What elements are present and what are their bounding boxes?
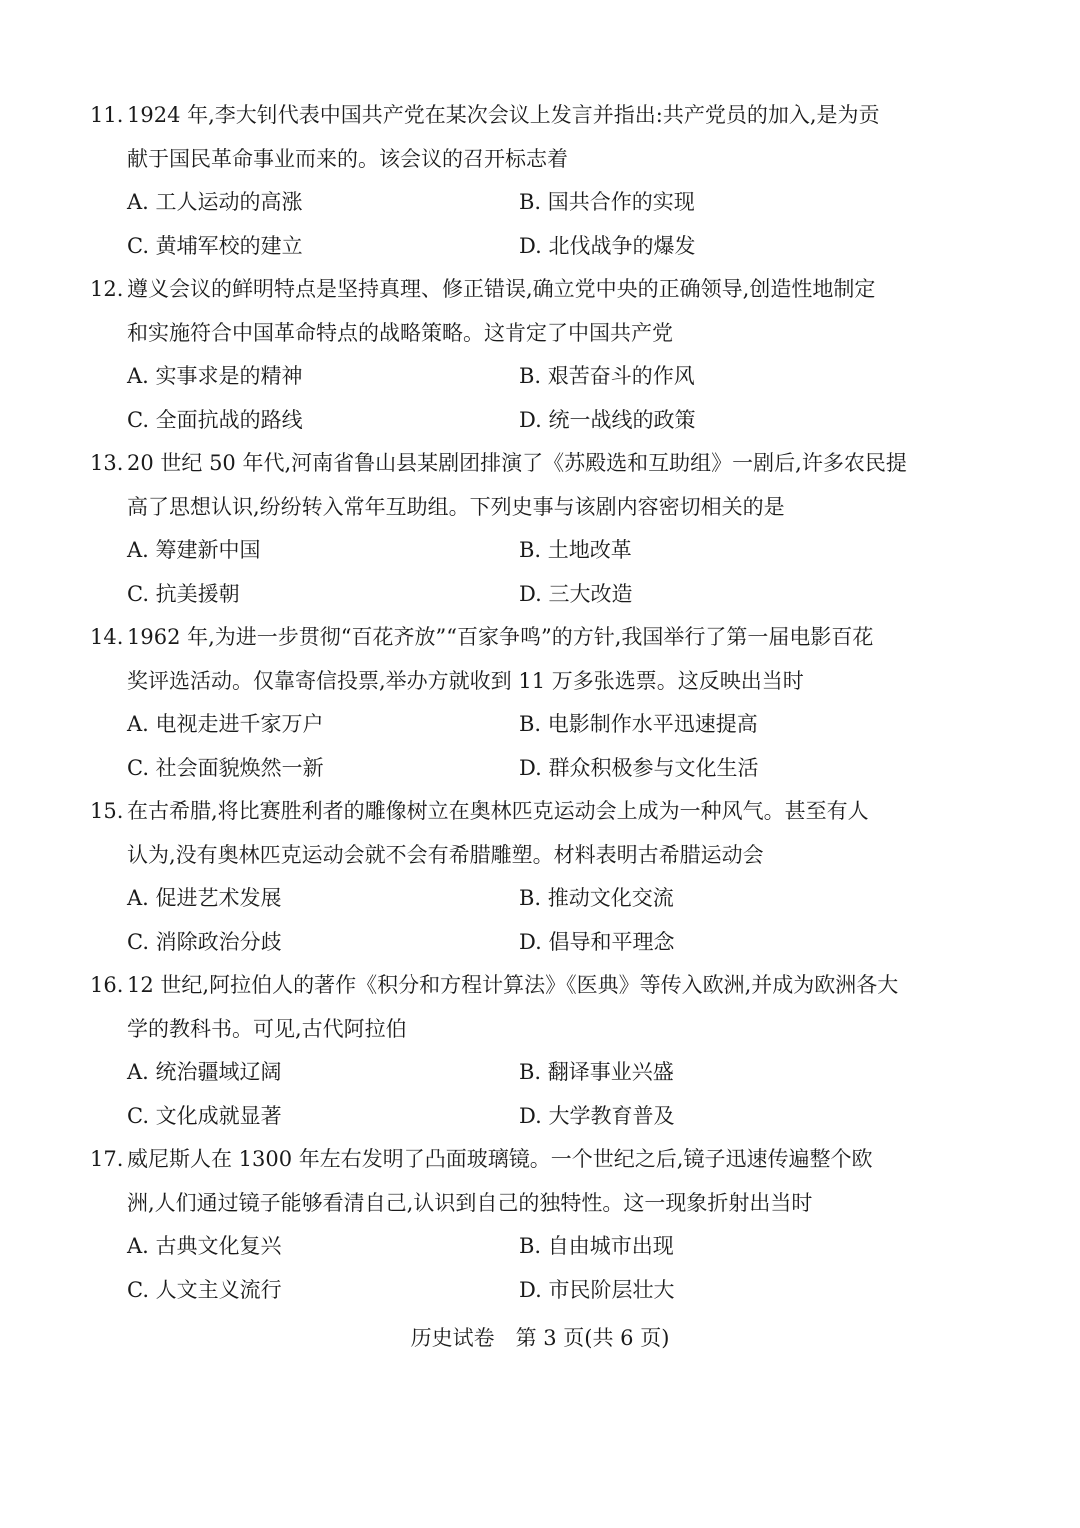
option-c[interactable]: C. 抗美援朝 — [127, 581, 240, 606]
question-stem-line: 奖评选活动。仅靠寄信投票,举办方就收到 11 万多张选票。这反映出当时 — [127, 668, 804, 693]
option-a[interactable]: A. 统治疆域辽阔 — [127, 1060, 282, 1084]
question-stem-line: 遵义会议的鲜明特点是坚持真理、修正错误,确立党中央的正确领导,创造性地制定 — [127, 277, 876, 301]
option-c[interactable]: C. 文化成就显著 — [127, 1103, 282, 1128]
option-a[interactable]: A. 筹建新中国 — [127, 538, 261, 562]
option-b[interactable]: B. 自由城市出现 — [519, 1234, 674, 1258]
option-a[interactable]: A. 促进艺术发展 — [127, 886, 282, 910]
page-footer: 历史试卷 第 3 页(共 6 页) — [410, 1326, 670, 1350]
question-stem-line: 学的教科书。可见,古代阿拉伯 — [127, 1016, 407, 1041]
question-number: 14. — [90, 625, 124, 649]
question-14 — [90, 616, 990, 790]
option-a[interactable]: A. 电视走进千家万户 — [127, 712, 324, 736]
option-d[interactable]: D. 群众积极参与文化生活 — [519, 755, 759, 780]
question-stem-line: 献于国民革命事业而来的。该会议的召开标志着 — [127, 146, 568, 171]
option-b[interactable]: B. 推动文化交流 — [519, 886, 674, 910]
option-b[interactable]: B. 电影制作水平迅速提高 — [519, 712, 758, 736]
question-13 — [90, 442, 990, 616]
question-number: 12. — [90, 277, 124, 301]
option-b[interactable]: B. 土地改革 — [519, 538, 632, 562]
question-number: 15. — [90, 799, 124, 823]
option-c[interactable]: C. 消除政治分歧 — [127, 929, 282, 954]
option-a[interactable]: A. 古典文化复兴 — [127, 1234, 282, 1258]
question-11 — [90, 94, 990, 268]
option-a[interactable]: A. 实事求是的精神 — [127, 364, 303, 388]
option-c[interactable]: C. 全面抗战的路线 — [127, 407, 303, 432]
question-number: 11. — [90, 103, 124, 127]
option-d[interactable]: D. 统一战线的政策 — [519, 407, 696, 432]
option-a[interactable]: A. 工人运动的高涨 — [127, 190, 303, 214]
question-stem-line: 威尼斯人在 1300 年左右发明了凸面玻璃镜。一个世纪之后,镜子迅速传遍整个欧 — [127, 1147, 873, 1171]
option-d[interactable]: D. 三大改造 — [519, 581, 633, 606]
question-stem-line: 在古希腊,将比赛胜利者的雕像树立在奥林匹克运动会上成为一种风气。甚至有人 — [127, 799, 869, 823]
question-17 — [90, 1138, 990, 1312]
option-c[interactable]: C. 黄埔军校的建立 — [127, 233, 303, 258]
option-c[interactable]: C. 社会面貌焕然一新 — [127, 755, 324, 780]
option-d[interactable]: D. 倡导和平理念 — [519, 929, 675, 954]
question-stem-line: 12 世纪,阿拉伯人的著作《积分和方程计算法》《医典》等传入欧洲,并成为欧洲各大 — [127, 973, 899, 997]
question-stem-line: 1924 年,李大钊代表中国共产党在某次会议上发言并指出:共产党员的加入,是为贡 — [127, 103, 880, 127]
question-12 — [90, 268, 990, 442]
question-number: 17. — [90, 1147, 124, 1171]
option-b[interactable]: B. 国共合作的实现 — [519, 190, 695, 214]
question-number: 16. — [90, 973, 124, 997]
option-b[interactable]: B. 艰苦奋斗的作风 — [519, 364, 695, 388]
question-stem-line: 20 世纪 50 年代,河南省鲁山县某剧团排演了《苏殿选和互助组》一剧后,许多农民提 — [127, 451, 907, 475]
option-d[interactable]: D. 市民阶层壮大 — [519, 1277, 675, 1302]
question-stem-line: 1962 年,为进一步贯彻“百花齐放”“百家争鸣”的方针,我国举行了第一届电影百花 — [127, 625, 874, 649]
option-d[interactable]: D. 北伐战争的爆发 — [519, 233, 696, 258]
question-stem-line: 和实施符合中国革命特点的战略策略。这肯定了中国共产党 — [127, 320, 673, 345]
question-16 — [90, 964, 990, 1138]
option-b[interactable]: B. 翻译事业兴盛 — [519, 1060, 674, 1084]
question-15 — [90, 790, 990, 964]
question-stem-line: 高了思想认识,纷纷转入常年互助组。下列史事与该剧内容密切相关的是 — [127, 494, 785, 519]
question-stem-line: 洲,人们通过镜子能够看清自己,认识到自己的独特性。这一现象折射出当时 — [127, 1190, 813, 1215]
question-number: 13. — [90, 451, 124, 475]
question-stem-line: 认为,没有奥林匹克运动会就不会有希腊雕塑。材料表明古希腊运动会 — [127, 842, 764, 867]
option-d[interactable]: D. 大学教育普及 — [519, 1103, 675, 1128]
option-c[interactable]: C. 人文主义流行 — [127, 1277, 282, 1302]
